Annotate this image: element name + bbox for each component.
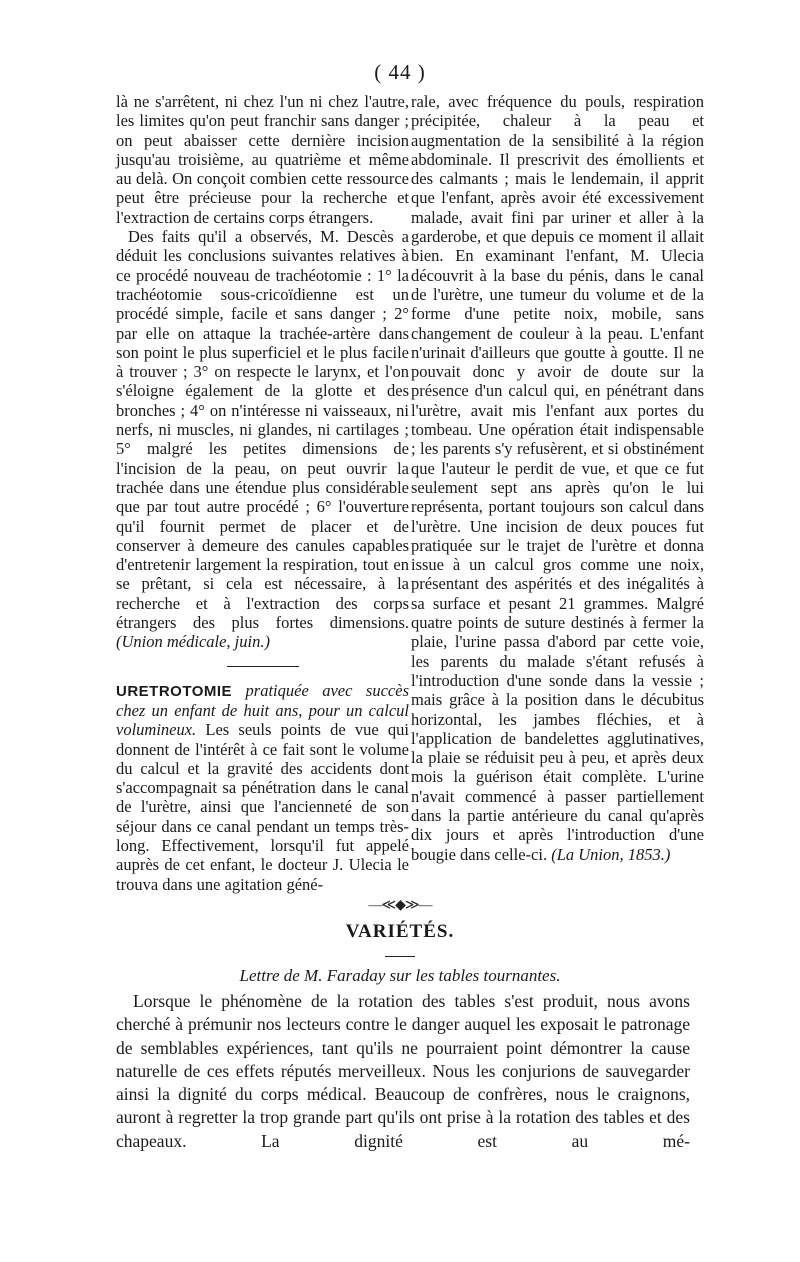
page-number: ( 44 ) [374, 60, 426, 84]
left-paragraph-1: là ne s'arrêtent, ni chez l'un ni chez l'autre, les limites qu'on peut franchir sans danger ; on peut abaisser cette dernière incision jusqu'au troisième, au quatrième et même au delà. On conçoit combien cette ressource peut être précieuse pour la recherche et l'extraction de certains corps étrangers. [116, 92, 409, 227]
right-column [411, 92, 704, 864]
left-paragraph-3: Les seuls points de vue qui donnent de l'intérêt à ce fait sont le volume du calcul et la gravité des accidents dont s'accompagnait sa pénétration dans le canal de l'urètre, ainsi que l'ancienneté de son séjour dans ce canal pendant un temps très-long. Effectivement, lorsqu'il fut appelé auprès de cet enfant, le docteur J. Ulecia le trouva dans une agitation géné- [116, 720, 409, 894]
body-paragraph: Lorsque le phénomène de la rotation des tables s'est produit, nous avons cherché à prémunir nos lecteurs contre le danger auquel les exposait le patronage de semblables expériences, tant qu'ils ne pourraient point démontrer la cause naturelle de ces effets réputés merveilleux. Nous les conjurions de sauvegarder ainsi la dignité du corps médical. Beaucoup de confrères, nous le craignons, auront à regretter la trop grande part qu'ils ont prise à la rotation des tables et des chapeaux. La dignité est au mé- [116, 991, 690, 1151]
left-paragraph-2-text: Des faits qu'il a observés, M. Descès a déduit les conclusions suivantes relatives à ce procédé nouveau de trachéotomie : 1° la trachéotomie sous-cricoïdienne est un procédé simple, facile et sans danger ; 2° par elle on attaque la trachée-artère dans son point le plus superficiel et le plus facile à trouver ; 3° on respecte le larynx, et l'on s'éloigne également de la glotte et des bronches ; 4° on n'intéresse ni vaisseaux, ni nerfs, ni muscles, ni glandes, ni cartilages ; 5° malgré les petites dimensions de l'incision de la peau, on peut ouvrir la trachée dans une étendue plus considérable que par tout autre procédé ; 6° l'ouverture qu'il fournit permet de placer et de conserver à demeure des canules capables d'entretenir largement la respiration, tout en se prêtant, si cela est nécessaire, à la recherche et à l'extraction des corps étrangers des plus fortes dimensions. [116, 227, 409, 633]
article-headline: URETROTOMIE [116, 682, 233, 700]
article-divider [227, 666, 299, 667]
section-title: VARIÉTÉS. [345, 921, 455, 942]
right-paragraph-1-text: rale, avec fréquence du pouls, respiration précipitée, chaleur à la peau et augmentation de la sensibilité à la région abdominale. Il prescrivit des émollients et des calmants ; mais le lendemain, il apprit que l'enfant, après avoir été excessivement malade, avait fini par uriner et aller à la garderobe, et que depuis ce moment il allait bien. En examinant l'enfant, M. Ulecia découvrit à la base du pénis, dans le canal de l'urètre, une tumeur du volume et de la forme d'une petite noix, mobile, sans changement de couleur à la peau. L'enfant n'urinait d'ailleurs que goutte à goutte. Il ne pouvait donc y avoir de doute sur la présence d'un calcul qui, en pénétrant dans l'urètre, avait mis l'enfant aux portes du tombeau. Une opération était indispensable ; les parents s'y refusèrent, et si obstinément que l'auteur le perdit de vue, et que ce fut seulement sept ans après qu'on le lui représenta, portant toujours son calcul dans l'urètre. Une incision de deux pouces fut pratiquée sur le trajet de l'urètre et donna issue à un calcul gros comme une noix, présentant des aspérités et des inégalités à sa surface et pesant 21 grammes. Malgré quatre points de suture destinés à fermer la plaie, l'urine passa d'abord par cette voie, les parents du malade s'étant refusés à l'introduction d'une sonde dans la vessie ; mais grâce à la position dans le décubitus horizontal, les jambes fléchies, et à l'application de bandelettes agglutinatives, la plaie se réduisit peu à peu, et après deux mois la guérison était complète. L'urine n'avait commencé à passer partiellement dans la partie antérieure du canal qu'après dix jours et après l'introduction d'une bougie dans celle-ci. [411, 92, 704, 864]
left-paragraph-2-source: (Union médicale, juin.) [116, 632, 270, 652]
section-ornament: —≪◆≫— [368, 898, 432, 913]
main-body [116, 990, 690, 1153]
right-paragraph-1-source: (La Union, 1853.) [551, 844, 671, 864]
left-column [116, 92, 409, 894]
article-heading [116, 681, 409, 894]
letter-title: Lettre de M. Faraday sur les tables tournantes. [239, 966, 561, 985]
article-subtitle: pratiquée avec succès chez un enfant de huit ans, pour un calcul volumineux. [116, 680, 409, 740]
left-paragraph-2 [116, 227, 409, 652]
right-paragraph-1 [411, 92, 704, 864]
title-rule [385, 956, 415, 957]
